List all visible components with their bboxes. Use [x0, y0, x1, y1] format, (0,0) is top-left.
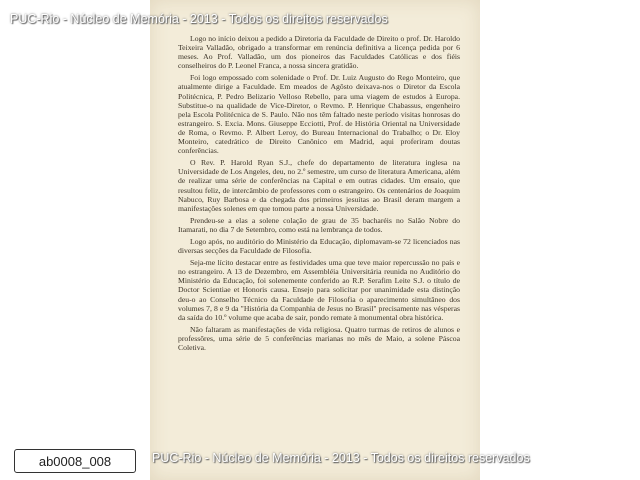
paragraph-5: Logo após, no auditório do Ministério da Educação, diplomavam-se 72 licenciados nas diversas secções da Faculdade de Filosofia. — [178, 236, 460, 256]
paragraph-4: Prendeu-se a elas a solene colação de grau de 35 bacharéis no Salão Nobre do Itamarati, no dia 7 de Setembro, como está na lembrança de todos. — [178, 215, 460, 234]
paragraph-3: O Rev. P. Harold Ryan S.J., chefe do departamento de literatura inglesa na Universidade de Los Angeles, deu, no 2.º semestre, um curso de literatura Americana, além de realizar uma série de conferências na Capital e em outras cidades. Um ensaio, que resultou feliz, de intercâmbio de professores com o estrangeiro. Os centenários de Joaquim Nabuco, Ruy Barbosa e da chegada dos primeiros jesuítas ao Brasil deram margem a manifestações solenes em que tomou parte a nossa Universidade. — [178, 158, 460, 213]
paragraph-2: Foi logo empossado com solenidade o Prof. Dr. Luiz Augusto do Rego Monteiro, que atualmente dirige a Faculdade. Em meados de Agôsto deixava-nos o Diretor da Escola Politécnica, P. Pedro Belizario Velloso Rebello, para uma viagem de estudos à Europa. Substitue-o na qualidade de Vice-Diretor, o Revmo. P. Henrique Chabassus, engenheiro pela Escola Politécnica de S. Paulo. Não nos têm faltado neste período visitas honrosas do estrangeiro. S. Excia. Mons. Giuseppe Ecciotti, Prof. de História Oriental na Universidade de Roma, o Revmo. P. Albert Leroy, do Bureau Internacional do Trabalho; o Dr. Eloy Monteiro, catedrático de Direito Canônico em Madrid, aqui proferiram doutas conferências. — [178, 73, 460, 156]
scanned-document-page — [150, 0, 480, 480]
paragraph-6: Seja-me lícito destacar entre as festividades uma que teve maior repercussão no país e no estrangeiro. A 13 de Dezembro, em Assembléia Universitária reunida no Auditório do Ministério da Educação, foi solenemente conferido ao R.P. Serafim Leite S.J. o título de Doctor Scientiae et Honoris causa. Ensejo para solicitar por unanimidade esta distinção deu-o ao Conselho Técnico da Faculdade de Filosofia o aparecimento simultâneo dos volumes 7, 8 e 9 da "História da Companhia de Jesus no Brasil" precisamente nas vésperas da saída do 10.º volume que acaba de sair, pondo remate à monumental obra histórica. — [178, 258, 460, 322]
document-body — [178, 34, 460, 355]
copyright-watermark-top: PUC-Rio - Núcleo de Memória - 2013 - Todos os direitos reservados — [10, 12, 388, 26]
document-id-label: ab0008_008 — [14, 449, 136, 473]
paragraph-7: Não faltaram as manifestações de vida religiosa. Quatro turmas de retiros de alunos e professôres, uma série de 5 conferências marianas no mês de Maio, a solene Páscoa Coletiva. — [178, 324, 460, 352]
paragraph-1: Logo no início deixou a pedido a Diretoria da Faculdade de Direito o prof. Dr. Haroldo Teixeira Valladão, obrigado a transformar em renúncia definitiva a licença pedida por 6 meses. Ao Prof. Valladão, um dos pioneiros das Faculdades Católicas e dos fiéis conselheiros do P. Leonel Franca, a nossa sincera gratidão. — [178, 34, 460, 71]
copyright-watermark-bottom: PUC-Rio - Núcleo de Memória - 2013 - Todos os direitos reservados — [152, 451, 530, 465]
